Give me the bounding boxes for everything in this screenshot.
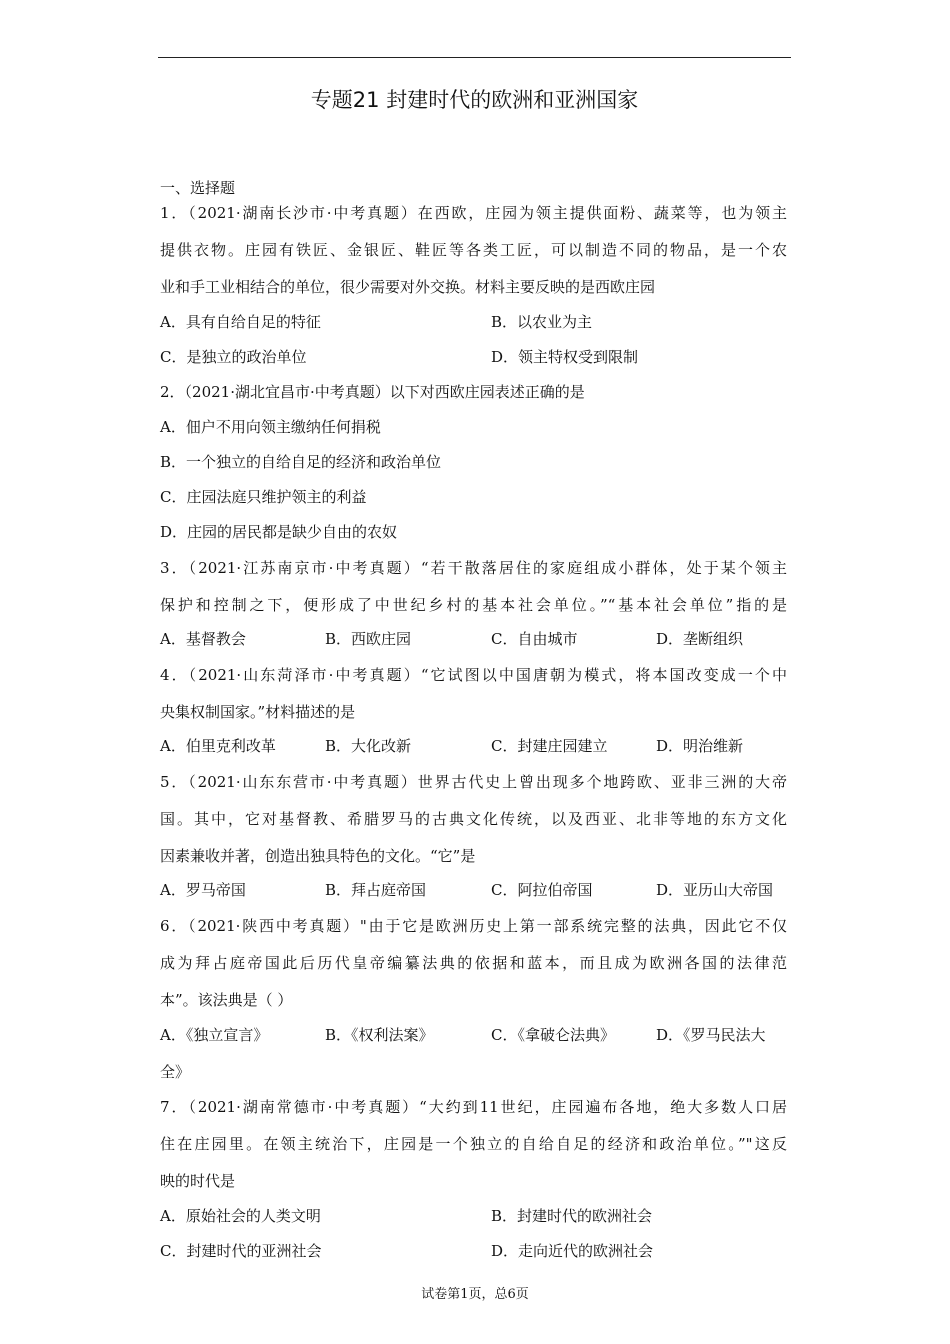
question-1-line-3: 业和手工业相结合的单位，很少需要对外交换。材料主要反映的是西欧庄园 [160, 278, 656, 296]
section-heading: 一、选择题 [160, 179, 236, 197]
question-1-line-1: 1．（2021·湖南长沙市·中考真题）在西欧，庄园为领主提供面粉、蔬菜等，也为领主 [160, 204, 787, 222]
question-3-option-c[interactable]: C．自由城市 [491, 630, 578, 648]
question-3-line-1: 3．（2021·江苏南京市·中考真题）“若干散落居住的家庭组成小群体，处于某个领主 [160, 559, 787, 577]
question-5-option-c[interactable]: C．阿拉伯帝国 [491, 881, 593, 899]
question-4-option-c[interactable]: C．封建庄园建立 [491, 737, 608, 755]
question-3-option-a[interactable]: A．基督教会 [160, 630, 246, 648]
question-4-option-d[interactable]: D．明治维新 [656, 737, 744, 755]
question-7-line-3: 映的时代是 [160, 1172, 236, 1190]
question-5-line-1: 5．（2021·山东东营市·中考真题）世界古代史上曾出现多个地跨欧、亚非三洲的大帝 [160, 773, 787, 791]
question-6-option-c[interactable]: C．《拿破仑法典》 [491, 1026, 615, 1044]
question-1-line-2: 提供衣物。庄园有铁匠、金银匠、鞋匠等各类工匠，可以制造不同的物品，是一个农 [160, 241, 787, 259]
question-1-option-a[interactable]: A．具有自给自足的特征 [160, 313, 321, 331]
question-2-option-d[interactable]: D．庄园的居民都是缺少自由的农奴 [160, 523, 398, 541]
header-rule [158, 57, 791, 58]
question-2-option-a[interactable]: A．佃户不用向领主缴纳任何捐税 [160, 418, 381, 436]
page-footer: 试卷第1页，总6页 [421, 1287, 529, 1302]
question-3-option-b[interactable]: B．西欧庄园 [325, 630, 412, 648]
question-5-line-2: 国。其中，它对基督教、希腊罗马的古典文化传统，以及西亚、北非等地的东方文化 [160, 810, 787, 828]
question-6-option-d-wrap: 全》 [160, 1063, 191, 1081]
question-2-option-c[interactable]: C．庄园法庭只维护领主的利益 [160, 488, 367, 506]
question-4-line-2: 央集权制国家。”材料描述的是 [160, 703, 356, 721]
question-6-option-d[interactable]: D．《罗马民法大 [656, 1026, 766, 1044]
question-3-line-2: 保护和控制之下，便形成了中世纪乡村的基本社会单位。”“基本社会单位”指的是 [160, 596, 787, 614]
question-6-line-2: 成为拜占庭帝国此后历代皇帝编纂法典的依据和蓝本，而且成为欧洲各国的法律范 [160, 954, 787, 972]
question-6-line-1: 6．（2021·陕西中考真题）"由于它是欧洲历史上第一部系统完整的法典，因此它不仅 [160, 917, 787, 935]
question-1-option-c[interactable]: C．是独立的政治单位 [160, 348, 307, 366]
question-2-line-1: 2．（2021·湖北宜昌市·中考真题）以下对西欧庄园表述正确的是 [160, 383, 585, 401]
question-5-option-d[interactable]: D．亚历山大帝国 [656, 881, 774, 899]
question-7-option-a[interactable]: A．原始社会的人类文明 [160, 1207, 321, 1225]
question-5-line-3: 因素兼收并著，创造出独具特色的文化。“它”是 [160, 847, 476, 865]
question-5-option-a[interactable]: A．罗马帝国 [160, 881, 246, 899]
question-4-option-a[interactable]: A．伯里克利改革 [160, 737, 276, 755]
question-3-option-d[interactable]: D．垄断组织 [656, 630, 744, 648]
question-7-line-2: 住在庄园里。在领主统治下，庄园是一个独立的自给自足的经济和政治单位。”"这反 [160, 1135, 787, 1153]
question-6-option-b[interactable]: B．《权利法案》 [325, 1026, 434, 1044]
question-1-option-b[interactable]: B．以农业为主 [491, 313, 593, 331]
question-1-option-d[interactable]: D．领主特权受到限制 [491, 348, 639, 366]
question-5-option-b[interactable]: B．拜占庭帝国 [325, 881, 427, 899]
question-7-option-c[interactable]: C．封建时代的亚洲社会 [160, 1242, 322, 1260]
question-4-line-1: 4．（2021·山东菏泽市·中考真题）“它试图以中国唐朝为模式，将本国改变成一个中 [160, 666, 787, 684]
question-6-line-3: 本”。该法典是（ ） [160, 991, 293, 1009]
question-7-line-1: 7．（2021·湖南常德市·中考真题）“大约到11世纪，庄园遍布各地，绝大多数人口居 [160, 1098, 787, 1116]
question-7-option-d[interactable]: D．走向近代的欧洲社会 [491, 1242, 654, 1260]
question-7-option-b[interactable]: B．封建时代的欧洲社会 [491, 1207, 653, 1225]
question-6-option-a[interactable]: A．《独立宣言》 [160, 1026, 269, 1044]
question-2-option-b[interactable]: B．一个独立的自给自足的经济和政治单位 [160, 453, 442, 471]
document-title: 专题21 封建时代的欧洲和亚洲国家 [310, 88, 639, 112]
question-4-option-b[interactable]: B．大化改新 [325, 737, 412, 755]
